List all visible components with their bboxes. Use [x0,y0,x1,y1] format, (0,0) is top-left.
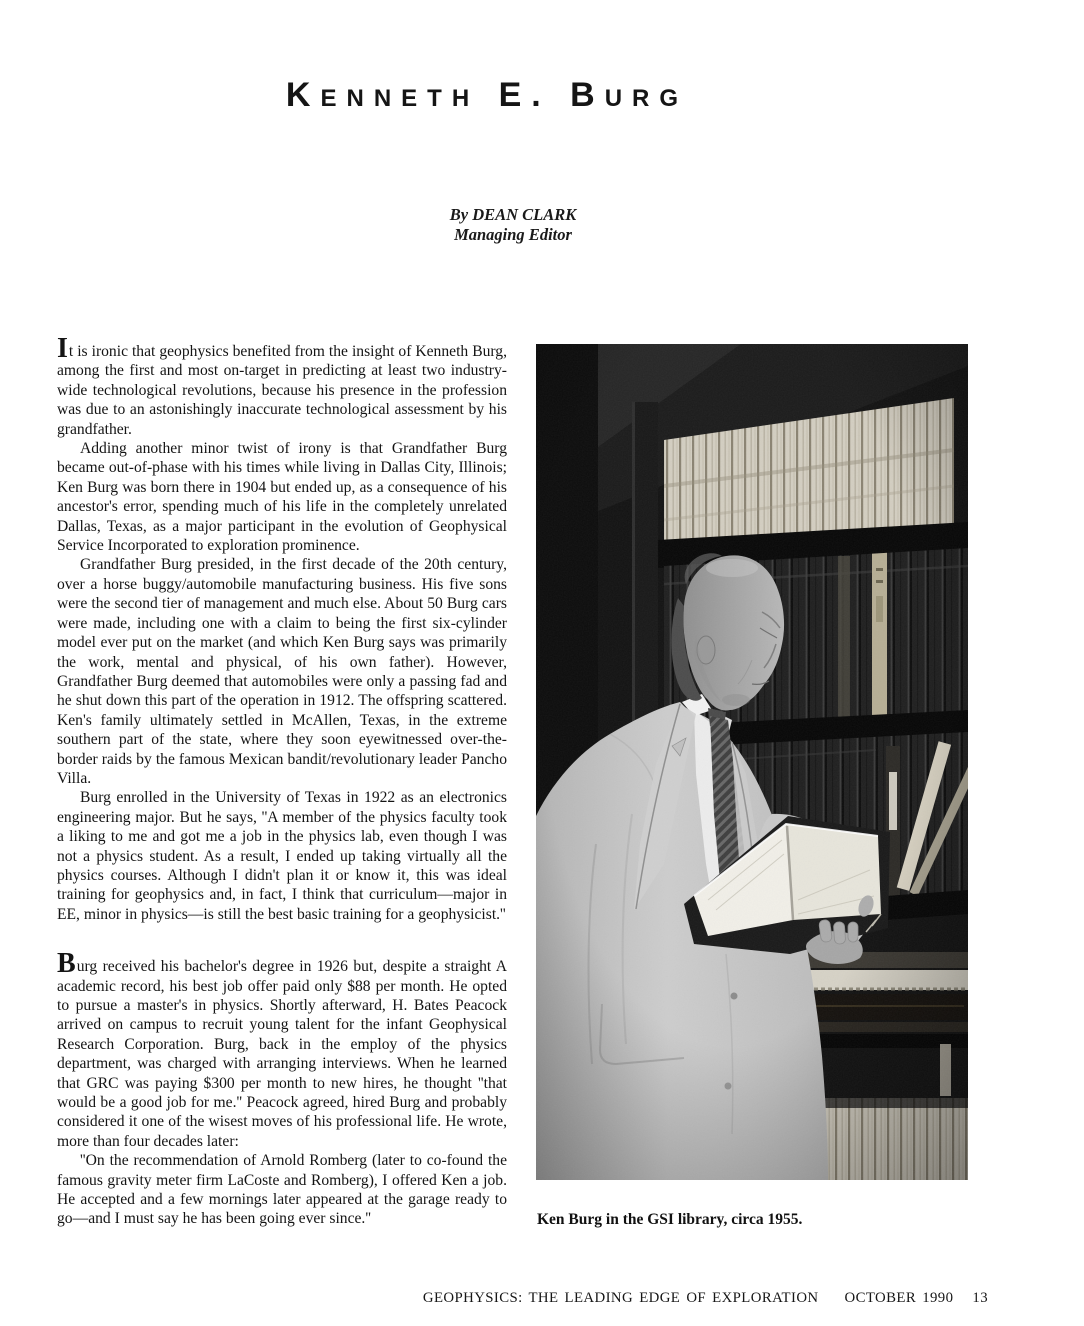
article-paragraph: ''On the recommendation of Arnold Romberg (later to co-found the famous gravity meter firm LaCoste and Romberg), I offered Ken a job. He accepted and a few mornings later appeared at the garage ready to go—and I must say he has been going ever since.'' [57,1152,507,1228]
footer-issue: OCTOBER 1990 [844,1290,954,1306]
footer-page-number: 13 [972,1290,988,1306]
raised-cap: I [57,333,69,364]
byline-author: By DEAN CLARK [449,205,577,224]
article-section-2 [57,948,507,1229]
journal-name: GEOPHYSICS: THE LEADING EDGE OF EXPLORATION [422,1290,819,1306]
ken-burg-photo [536,344,968,1180]
article-paragraph: Burg enrolled in the University of Texas in 1922 as an electronics engineering major. But he says, ''A member of the physics faculty took a liking to me and got me a job in the physics lab, even though I was not a physics student. As a result, I ended up taking virtually all the physics courses. Although I didn't plan it or know it, this was ideal training for geophysics and, in fact, I think that curriculum—major in EE, minor in physics—is still the best basic training for a geophysicist.'' [57,789,507,923]
paragraph-text: t is ironic that geophysics benefited from the insight of Kenneth Burg, among the first and most on-target in predicting at least two industry-wide technological revolutions, because his presence in the profession was due to an astonishingly inaccurate technological assessment by his grandfather. [57,343,507,438]
page-title: Kenneth E. Burg [285,76,689,114]
article-paragraph [57,948,507,1151]
article-paragraph [57,333,507,439]
byline-role: Managing Editor [454,225,572,244]
article-column [57,333,507,1229]
article-paragraph: Adding another minor twist of irony is that Grandfather Burg became out-of-phase with his times while living in Dallas City, Illinois; Ken Burg was born there in 1904 but ended up, as a consequence of his ancestor's error, spending much of his life in the completely unrelated Dallas, Texas, as a major participant in the evolution of Geophysical Service Incorporated to exploration prominence. [57,440,507,555]
article-paragraph: Grandfather Burg presided, in the first decade of the 20th century, over a horse buggy/automobile manufacturing business. His five sons were the second tier of management and much else. About 50 Burg cars were made, including one with a claim to being the first six-cylinder model ever put on the market (and which Ken Burg says was primarily the work, mental and physical, of his own father). However, Grandfather Burg deemed that automobiles were only a passing fad and he shut down this part of the operation in 1912. The offspring scattered. Ken's family ultimately settled in McAllen, Texas, in the extreme southern part of the state, where they soon eyewitnessed over-the-border raids by the famous Mexican bandit/revolutionary leader Pancho Villa. [57,556,507,787]
paragraph-text: urg received his bachelor's degree in 1926 but, despite a straight A academic record, his best job offer paid only $88 per month. He opted to pursue a master's in physics. Shortly afterward, H. Bates Peacock arrived on campus to recruit young talent for the infant Geophysical Research Corporation. Burg, back in the employ of the physics department, was charged with arranging interviews. When he learned that GRC was paying $300 per month to new hires, he thought ''that would be a good job for me.'' Peacock agreed, hired Burg and probably considered it one of the wisest moves of his professional life. He wrote, more than four decades later: [57,958,507,1150]
page-footer [0,1290,988,1307]
photo-caption: Ken Burg in the GSI library, circa 1955. [537,1211,803,1228]
raised-cap: B [57,948,77,980]
byline [0,205,1026,245]
